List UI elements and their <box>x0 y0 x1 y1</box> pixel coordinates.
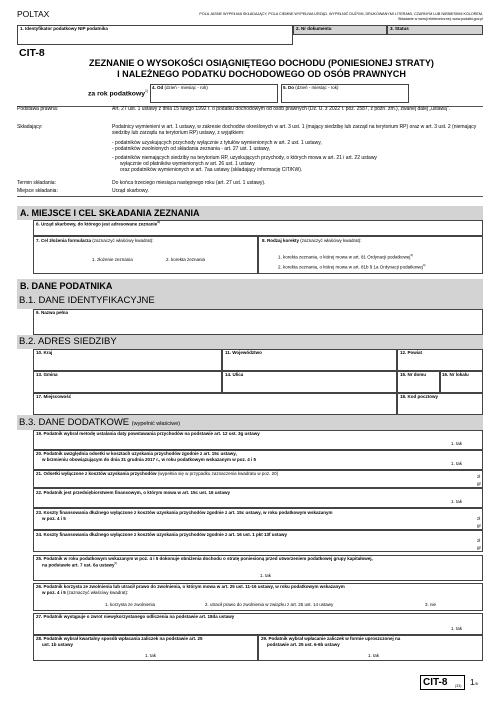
form-code: CIT-8 <box>19 47 45 59</box>
section-b-header: B. DANE PODATNIKA <box>17 279 483 293</box>
field-17-label: 17. Miejscowość <box>36 394 72 399</box>
field-11-label: 11. Województwo <box>225 350 262 355</box>
section-b3-header: B.3. DANE DODATKOWE (wypełnić właściwe) <box>17 415 483 430</box>
row-27-label: 27. Podatnik wystąpuje o zwrot niewykorzystanego odliczenia na podstawie art. 18da ustawy <box>36 614 235 619</box>
filer-bullet-1: - podatników uzyskujących przychody wyłącznie z tytułów wymienionych w art. 2 ust. 1 ustawy, <box>112 140 322 146</box>
e-filing-note: Składanie w wersji elektronicznej: www.podatki.gov.pl <box>397 17 483 21</box>
row-26-option-1[interactable]: 1. korzysta ze zwolnienia <box>105 602 156 607</box>
field-8-label: 8. Rodzaj korekty (zaznaczyć właściwy kwadrat): <box>262 238 362 243</box>
row-29-label-a: 29. Podatnik wybrał wpłacanie zaliczek w formie uproszczonej na <box>261 636 401 641</box>
option-correction-art81b[interactable]: 2. korekta zeznania, o której mowa w art. 81b § 1a Ordynacji podatkowej$^{4)}$ <box>278 263 426 270</box>
filer-label: Składający: <box>17 124 43 130</box>
row-20-label-b: w brzmieniu obowiązującym do dnia 31 grudnia 2017 r., w roku podatkowym wskazanym w poz. 4 i 5 <box>42 457 257 462</box>
row-23-label-a: 23. Koszty finansowania dłużnego wyłączone z kosztów uzyskania przychodów zgodnie z art. 15c ustawy, w roku podatkowym wskazanym <box>36 510 333 515</box>
form-title-line-1: ZEZNANIE O WYSOKOŚCI OSIĄGNIĘTEGO DOCHODU (PONIESIONEJ STRATY) <box>89 58 434 68</box>
row-25-label-b: na podstawie art. 7 ust. 6a ustawy$^{5)}$ <box>42 561 118 568</box>
field-15-label: 15. Nr domu <box>400 372 427 377</box>
field-10-country[interactable] <box>33 349 222 371</box>
filer-bullet-2: - podatników zwolnionych od składania zeznania - art. 27 ust. 1 ustawy, <box>112 146 271 152</box>
row-28-yes[interactable]: 1. tak <box>145 653 157 658</box>
row-20-yes[interactable]: 1. tak <box>451 461 463 466</box>
legal-basis-text: Art. 27 ust. 1 ustawy z dnia 15 lutego 1992 r. o podatku dochodowym od osób prawnych (Dz. U. z 2022 r. poz. 2587, z późn. zm.), zwanej dalej „ustawą”. <box>112 106 450 112</box>
row-21-label: 21. Odsetki wyłączone z kosztów uzyskania przychodów (wypełnia się w przypadku zaznaczenia kwadratu w poz. 20) <box>36 471 279 476</box>
row-26-label-a: 26. Podatnik korzysta ze zwolnienia lub utracił prawo do zwolnienia, o którym mowa w art. 25 ust. 11-16 ustawy, w roku podatkowym wskazanym <box>36 584 345 589</box>
row-28-label-b: ust. 1b ustawy <box>42 642 74 647</box>
field-9-full-name[interactable] <box>33 309 483 335</box>
field-4-label: 4. Od (dzień - miesiąc - rok) <box>152 85 208 90</box>
section-b1-header: B.1. DANE IDENTYFIKACYJNE <box>17 293 483 309</box>
brand-logo: POLTAX <box>17 9 50 19</box>
field-3-label: 3. Status <box>390 26 409 31</box>
option-correction[interactable]: 2. korekta zeznania <box>166 257 206 262</box>
row-19-label: 19. Podatnik wybrał metodę ustalania daty powstawania przychodów na podstawie art. 12 ust. 3g ustawy <box>36 431 260 436</box>
field-13-label: 13. Gmina <box>36 372 58 377</box>
row-27-yes[interactable]: 1. tak <box>451 626 463 631</box>
row-26-option-3[interactable]: 3. nie <box>425 602 437 607</box>
row-21-zl: zł <box>477 474 481 479</box>
row-29-label-b: podstawie art. 25 ust. 6-6b ustawy <box>267 642 340 647</box>
footer-form-code: CIT-8 <box>423 677 448 688</box>
row-29-yes[interactable]: 1. tak <box>368 653 380 658</box>
section-a-header: A. MIEJSCE I CEL SKŁADANIA ZEZNANIA <box>17 206 483 220</box>
row-19-yes[interactable]: 1. tak <box>451 441 463 446</box>
field-1-label: 1. Identyfikator podatkowy NIP podatnika <box>20 26 108 31</box>
field-14-street[interactable] <box>222 371 397 393</box>
place-label: Miejsce składania: <box>17 188 58 194</box>
field-6-label: 6. Urząd skarbowy, do którego jest adresowane zeznanie$^{2)}$ <box>36 220 160 227</box>
row-22-label: 22. Podatnik jest przedsiębiorstwem finansowym, o którym mowa w art. 15c ust. 16 ustawy <box>36 490 231 495</box>
row-28-label-a: 28. Podatnik wybrał kwartalny sposób wpłacania zaliczek na podstawie art. 25 <box>36 636 203 641</box>
filer-bullet-3c: oraz podatników wymienionych w art. 7aa ustawy (składający informację CIT/KW). <box>120 167 303 173</box>
filer-bullet-3b: wyłącznie od płatników wymienionych w art. 26 ust. 1 ustawy <box>120 161 255 167</box>
field-18-label: 18. Kod pocztowy <box>400 394 439 399</box>
field-9-label: 9. Nazwa pełna <box>36 310 69 315</box>
row-25-yes[interactable]: 1. tak <box>260 573 272 578</box>
form-title-line-2: I NALEŻNEGO PODATKU DOCHODOWEGO OD OSÓB PRAWNYCH <box>117 69 406 79</box>
field-14-label: 14. Ulica <box>225 372 244 377</box>
field-5-label: 5. Do (dzień - miesiąc - rok) <box>283 85 339 90</box>
tax-year-label: za rok podatkowy$^{1)}$ <box>88 89 149 98</box>
field-10-label: 10. Kraj <box>36 350 53 355</box>
footer-version: (33) <box>455 684 462 688</box>
row-26-label-b: w poz. 4 i 5 (zaznaczyć właściwy kwadrat): <box>42 590 129 595</box>
field-17-city[interactable] <box>33 393 397 415</box>
row-24-label: 24. Koszty finansowania dłużnego wyłączone z kosztów uzyskania przychodów zgodnie z art. 16 ust. 1 pkt 13f ustawy <box>36 532 288 537</box>
option-submission[interactable]: 1. złożenie zeznania <box>92 257 133 262</box>
place-text: Urząd skarbowy. <box>112 188 149 194</box>
field-13-commune[interactable] <box>33 371 222 393</box>
row-21-gr: gr <box>477 481 482 486</box>
row-25-label-a: 25. Podatnik w roku podatkowym wskazanym w poz. 4 i 5 dokonuje obniżenia dochodu o stratę poniesioną przed utworzeniem podatkowej grupy kapitałowej, <box>36 556 373 561</box>
deadline-label: Termin składania: <box>17 180 56 186</box>
field-12-label: 12. Powiat <box>400 350 423 355</box>
field-16-label: 16. Nr lokalu <box>442 372 469 377</box>
footer-page-number: 1/8 <box>470 678 478 687</box>
option-correction-art81[interactable]: 1. korekta zeznania, o której mowa w art. 81 Ordynacji podatkowej$^{3)}$ <box>278 253 413 260</box>
deadline-text: Do końca trzeciego miesiąca następnego roku (art. 27 ust. 1 ustawy). <box>112 180 266 186</box>
row-22-yes[interactable]: 1. tak <box>451 499 463 504</box>
section-b2-header: B.2. ADRES SIEDZIBY <box>17 335 483 349</box>
field-2-label: 2. Nr dokumentu <box>296 26 332 31</box>
filer-bullet-3: - podatników niemających siedziby na terytorium RP, uzyskujących przychody, o których mowa w art. 21 i art. 22 ustawy <box>112 155 377 161</box>
field-7-label: 7. Cel złożenia formularza (zaznaczyć właściwy kwadrat): <box>36 238 154 243</box>
filer-text: Podatnicy wymienieni w art. 1 ustawy, w zakresie dochodów określonych w art. 3 ust. 1 (mający siedzibę lub zarząd na terytorium RP) oraz w art. 3 ust. 2 (niemający siedziby lub zarządu na terytorium RP) ustawy, z wyjątkiem: <box>112 124 477 136</box>
row-20-label-a: 20. Podatnik uwzględnia odsetki w kosztach uzyskania przychodów zgodnie z art. 15c ustawy, <box>36 451 237 456</box>
row-23-label-b: w poz. 4 i 5 <box>42 516 66 521</box>
row-26-option-2[interactable]: 2. utracił prawo do zwolnienia w związku z art. 25 ust. 14 ustawy <box>205 602 334 607</box>
instructions-line: POLA JASNE WYPEŁNIA SKŁADAJĄCY, POLA CIEMNE WYPEŁNIA URZĄD. WYPEŁNIĆ DUŻYMI, DRUKOWANYMI LITERAMI, CZARNYM LUB NIEBIESKIM KOLOREM. <box>199 12 483 16</box>
legal-basis-label: Podstawa prawna: <box>17 106 59 112</box>
